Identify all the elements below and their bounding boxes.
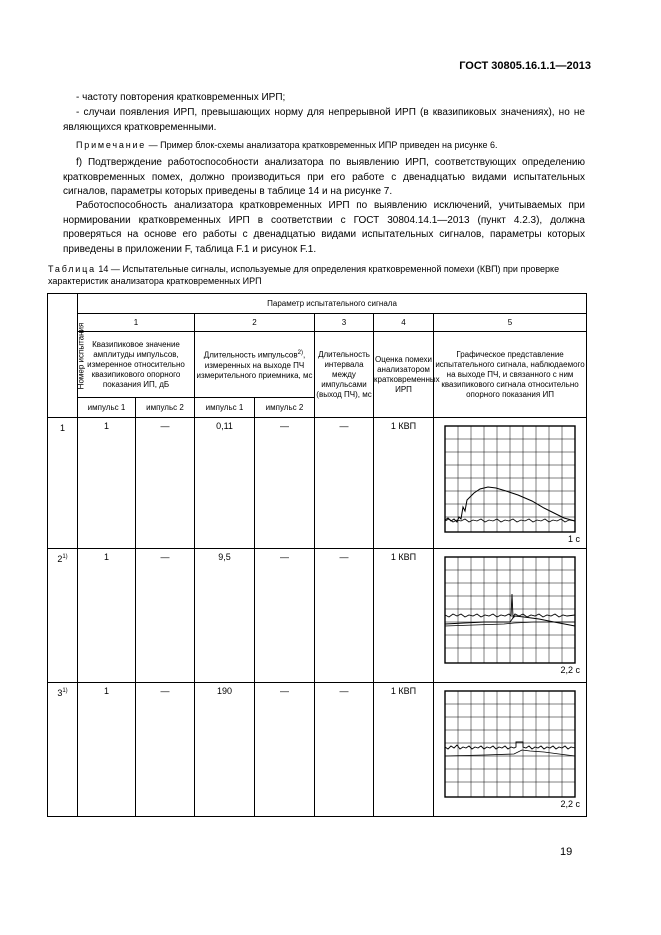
test-number-value: 1 (59, 423, 65, 433)
row-number-header-text: Номер испытания (76, 322, 86, 389)
note-label: Примечание (76, 140, 147, 150)
amp-impulse-2: — (136, 549, 195, 683)
page-number: 19 (560, 846, 573, 858)
col-number: 4 (374, 314, 434, 332)
duration-impulse-1: 0,11 (195, 418, 255, 549)
amp-impulse-1: 1 (78, 683, 136, 817)
bullet-item: - частоту повторения кратковременных ИРП; (76, 92, 286, 103)
note-text: — Пример блок-схемы анализатора кратковременных ИПР приведен на рисунке 6. (146, 140, 498, 150)
test-number-value: 3 (57, 688, 63, 698)
duration-impulse-2: — (255, 549, 315, 683)
bullet-item: - случаи появления ИРП, превышающих норму для непрерывной ИРП (в квазипиковых значениях), но не являющихся кратковременными. (63, 107, 585, 133)
amp-impulse-1: 1 (78, 549, 136, 683)
graph-cell (434, 549, 587, 683)
duration-impulse-1: 9,5 (195, 549, 255, 683)
col-number: 3 (315, 314, 374, 332)
paragraph-workability: Работоспособность анализатора кратковременных ИРП по выявлению исключений, учитываемых при нормировании кратковременных ИРП в соответствии с ГОСТ 30804.14.1—2013 (пункт 4.2.3), должна проверяться на основе его работы с двенадцатью видами испытательных сигналов, параметры которых приведены в приложении F, таблица F.1 и рисунок F.1. (63, 200, 585, 255)
table-row (48, 683, 587, 817)
test-number (48, 683, 78, 817)
col4-title: Оценка помехи анализатором кратковременных ИРП (374, 332, 434, 418)
param-header: Параметр испытательного сигнала (78, 294, 587, 314)
note (76, 140, 498, 150)
interval: — (315, 418, 374, 549)
duration-impulse-1: 190 (195, 683, 255, 817)
test-signals-table (47, 293, 587, 817)
table-row (48, 418, 587, 549)
oscillogram-1 (444, 425, 576, 533)
col1-title: Квазипиковое значение амплитуды импульсов, измеренное относительно квазипикового опорного показания ИП, дБ (78, 332, 195, 398)
sub-impulse-1: импульс 1 (195, 398, 255, 418)
amp-impulse-2: — (136, 418, 195, 549)
col2-title (195, 332, 315, 398)
oscillogram-3 (444, 690, 576, 798)
graph-cell (434, 683, 587, 817)
time-scale: 2,2 с (560, 665, 581, 675)
test-number-footnote: 1) (62, 554, 68, 560)
evaluation: 1 КВП (374, 418, 434, 549)
table-row (48, 549, 587, 683)
amp-impulse-1: 1 (78, 418, 136, 549)
col-number: 5 (434, 314, 587, 332)
oscillogram-2 (444, 556, 576, 664)
col3-title: Длительность интервала между импульсами (выход ПЧ), мс (315, 332, 374, 418)
duration-impulse-2: — (255, 418, 315, 549)
sub-impulse-2: импульс 2 (255, 398, 315, 418)
table-caption (48, 263, 585, 287)
test-number-value: 2 (57, 554, 63, 564)
col5-title: Графическое представление испытательного сигнала, наблюдаемого на выходе ПЧ, и связанного с ним квазипикового сигнала относительно опорного показания ИП (434, 332, 587, 418)
duration-impulse-2: — (255, 683, 315, 817)
test-number (48, 549, 78, 683)
row-number-header (48, 294, 86, 418)
interval: — (315, 683, 374, 817)
test-number (48, 418, 78, 549)
col2-title-b: , измеренных на выходе ПЧ измерительного приемника, мс (196, 350, 313, 380)
paragraph-f: f) Подтверждение работоспособности анализатора по выявлению ИРП, соответствующих определению кратковременных помех, должно производиться при его работе с двенадцатью видами испытательных сигналов, параметры которых приведены в таблице 14 и на рисунке 7. (63, 157, 585, 197)
test-number-footnote: 1) (62, 688, 68, 694)
document-code: ГОСТ 30805.16.1.1—2013 (459, 60, 591, 72)
col2-title-a: Длительность импульсов (203, 350, 298, 360)
sub-impulse-1: импульс 1 (78, 398, 136, 418)
time-scale: 2,2 с (560, 799, 581, 809)
evaluation: 1 КВП (374, 549, 434, 683)
table-caption-label: Таблица (48, 264, 96, 274)
col-number: 1 (78, 314, 195, 332)
sub-impulse-2: импульс 2 (136, 398, 195, 418)
interval: — (315, 549, 374, 683)
graph-cell (434, 418, 587, 549)
evaluation: 1 КВП (374, 683, 434, 817)
time-scale: 1 с (568, 534, 581, 544)
col2-footnote-mark: 2) (297, 350, 303, 357)
col-number: 2 (195, 314, 315, 332)
amp-impulse-2: — (136, 683, 195, 817)
table-caption-text: 14 — Испытательные сигналы, используемые для определения кратковременной помехи (КВП) при проверке характеристик анализатора кратковременных ИРП (48, 264, 560, 286)
